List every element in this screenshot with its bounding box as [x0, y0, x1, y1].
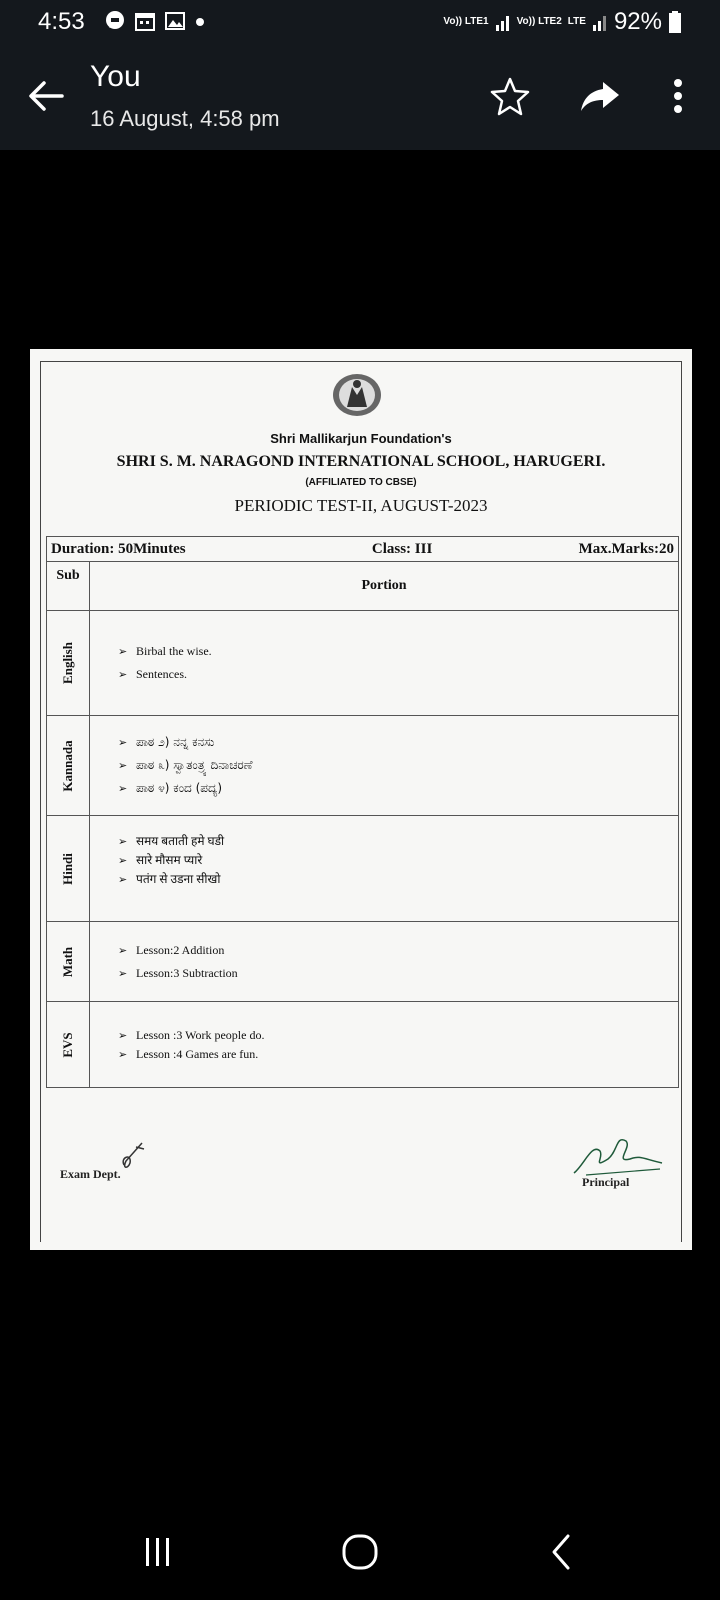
school-name: SHRI S. M. NARAGOND INTERNATIONAL SCHOOL, HARUGERI.: [116, 453, 606, 470]
recents-icon[interactable]: [136, 1530, 180, 1574]
header-info-row: [47, 537, 679, 562]
portion-cell: [90, 1002, 679, 1088]
portion-cell: [90, 816, 679, 922]
exam-dept-signature: [118, 1139, 150, 1175]
calendar-icon: [134, 10, 156, 32]
list-item: ➢ Birbal the wise.: [118, 640, 678, 663]
navigation-bar: [0, 1500, 720, 1600]
back-nav-icon[interactable]: [540, 1530, 584, 1574]
list-item: ➢ ಪಾಠ ೩) ಸ್ವಾತಂತ್ರ್ಯ ದಿನಾಚರಣೆ: [118, 754, 678, 777]
chat-icon: [104, 10, 126, 32]
back-arrow-icon[interactable]: [24, 74, 68, 118]
dot-icon: [194, 10, 206, 32]
sender-title: You: [90, 60, 141, 93]
battery-percent: 92%: [613, 8, 662, 35]
list-item: ➢ समय बताती हमे घडी: [118, 832, 678, 851]
subject-name: English: [60, 642, 75, 684]
subject-cell: [47, 1002, 90, 1088]
list-item: ➢ ಪಾಠ ೨) ನನ್ನ ಕನಸು: [118, 731, 678, 754]
status-bar: [0, 0, 720, 46]
exam-dept-label: Exam Dept.: [60, 1167, 121, 1181]
subject-cell: [47, 716, 90, 816]
table-row: [47, 922, 679, 1002]
net-label-lte: LTE: [567, 16, 586, 27]
subject-name: Math: [60, 946, 75, 977]
signal-icon: [495, 12, 511, 32]
more-icon[interactable]: [656, 74, 700, 118]
subject-name: Kannada: [60, 739, 75, 792]
subject-name: Hindi: [60, 852, 75, 885]
net-label-2: Vo)) LTE2: [516, 16, 562, 27]
table-row: [47, 716, 679, 816]
principal-signature: [570, 1129, 666, 1181]
gallery-icon: [164, 10, 186, 32]
list-item: ➢ सारे मौसम प्यारे: [118, 851, 678, 870]
list-item: ➢ Lesson:3 Subtraction: [118, 962, 678, 985]
column-header-row: [47, 562, 679, 611]
subject-cell: [47, 816, 90, 922]
class-label: Class: III: [371, 540, 433, 557]
table-row: [47, 1002, 679, 1088]
duration: Duration: 50Minutes: [51, 540, 186, 557]
status-time: 4:53: [38, 8, 85, 35]
subject-cell: [47, 611, 90, 716]
subject-cell: [47, 922, 90, 1002]
timestamp: 16 August, 4:58 pm: [90, 106, 280, 131]
portion-cell: [90, 716, 679, 816]
signal-icon: [592, 12, 608, 32]
list-item: ➢ Lesson:2 Addition: [118, 939, 678, 962]
table-row: [47, 611, 679, 716]
portion-table: [46, 536, 679, 1088]
portion-cell: [90, 611, 679, 716]
home-icon[interactable]: [338, 1530, 382, 1574]
share-icon[interactable]: [577, 74, 621, 118]
list-item: ➢ Lesson :4 Games are fun.: [118, 1045, 678, 1064]
school-logo: [332, 373, 382, 417]
subject-name: EVS: [60, 1031, 75, 1058]
principal-label: Principal: [582, 1175, 630, 1189]
star-icon[interactable]: [488, 74, 532, 118]
col-sub: Sub: [47, 562, 90, 611]
portion-list: [90, 731, 678, 800]
portion-list: [90, 640, 678, 686]
affiliation: (AFFILIATED TO CBSE): [305, 477, 417, 488]
document-image[interactable]: [30, 349, 692, 1250]
battery-icon: [668, 10, 682, 34]
status-right: [443, 8, 682, 36]
foundation-name: Shri Mallikarjun Foundation's: [270, 431, 452, 446]
list-item: ➢ Sentences.: [118, 663, 678, 686]
notification-icons: [104, 10, 206, 32]
list-item: ➢ ಪಾಠ ೪) ಕಂದ (ಪದ್ಯ): [118, 777, 678, 800]
test-title: PERIODIC TEST-II, AUGUST-2023: [234, 496, 488, 515]
net-label-1: Vo)) LTE1: [443, 16, 489, 27]
table-row: [47, 816, 679, 922]
list-item: ➢ पतंग से उडना सीखो: [118, 870, 678, 889]
portion-cell: [90, 922, 679, 1002]
portion-list: [90, 1026, 678, 1064]
portion-list: [90, 939, 678, 985]
portion-list: [90, 832, 678, 889]
app-bar: [0, 46, 720, 150]
list-item: ➢ Lesson :3 Work people do.: [118, 1026, 678, 1045]
max-marks: Max.Marks:20: [578, 540, 674, 557]
info-cell: [47, 537, 679, 562]
col-portion: Portion: [90, 562, 679, 611]
